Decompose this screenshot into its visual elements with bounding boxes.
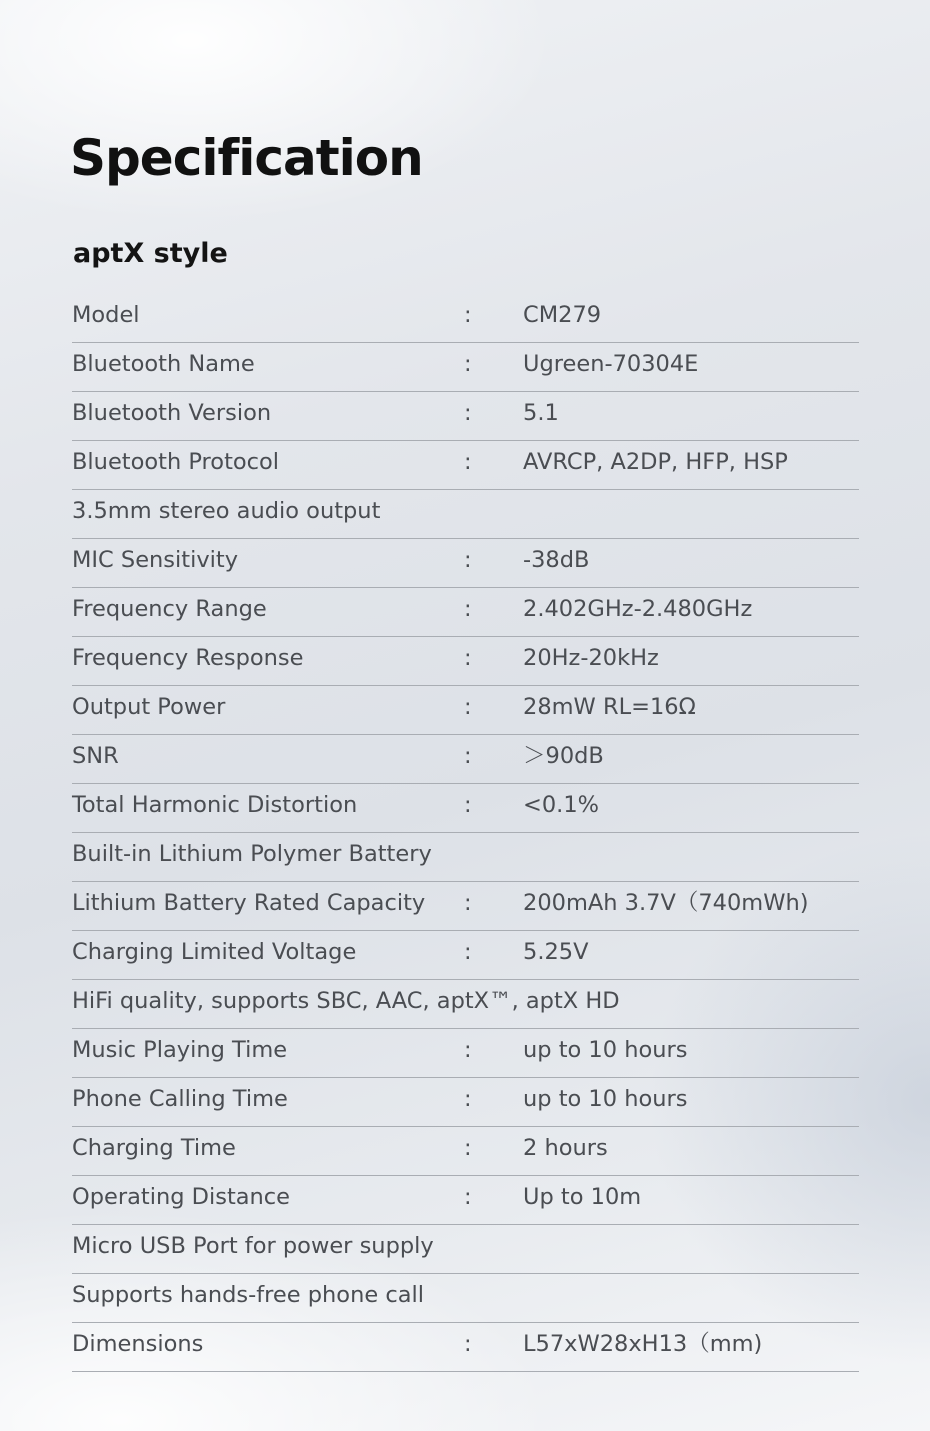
spec-label: MIC Sensitivity — [72, 547, 239, 573]
spec-value: up to 10 hours — [523, 1037, 688, 1063]
spec-label: SNR — [72, 743, 119, 769]
spec-row-hands-free — [72, 1274, 859, 1323]
spec-row-usb-port — [72, 1225, 859, 1274]
spec-value: 5.25V — [523, 939, 589, 965]
spec-label: Micro USB Port for power supply — [72, 1233, 434, 1259]
spec-label: Music Playing Time — [72, 1037, 288, 1063]
spec-row-operating-distance — [72, 1176, 859, 1225]
spec-separator: : — [464, 890, 472, 916]
spec-value: Ugreen-70304E — [523, 351, 699, 377]
spec-value: AVRCP, A2DP, HFP, HSP — [523, 449, 788, 475]
spec-row-snr — [72, 735, 859, 784]
spec-value: 5.1 — [523, 400, 559, 426]
spec-separator: : — [464, 449, 472, 475]
page-title: Specification — [70, 129, 423, 187]
spec-row-frequency-range — [72, 588, 859, 637]
spec-row-model — [72, 294, 859, 343]
spec-row-mic-sensitivity — [72, 539, 859, 588]
spec-row-charging-voltage — [72, 931, 859, 980]
spec-label: Total Harmonic Distortion — [72, 792, 358, 818]
spec-separator: : — [464, 939, 472, 965]
spec-value: CM279 — [523, 302, 602, 328]
spec-row-output-power — [72, 686, 859, 735]
spec-value: 28mW RL=16Ω — [523, 694, 696, 720]
spec-table — [72, 294, 859, 1372]
spec-label: Phone Calling Time — [72, 1086, 288, 1112]
spec-separator: : — [464, 351, 472, 377]
spec-separator: : — [464, 694, 472, 720]
spec-label: Lithium Battery Rated Capacity — [72, 890, 426, 916]
spec-row-thd — [72, 784, 859, 833]
spec-label: Bluetooth Protocol — [72, 449, 280, 475]
spec-value: 2 hours — [523, 1135, 608, 1161]
spec-row-frequency-response — [72, 637, 859, 686]
spec-label: Charging Limited Voltage — [72, 939, 357, 965]
spec-value: ＞90dB — [523, 743, 604, 769]
spec-row-battery-type — [72, 833, 859, 882]
spec-label: Output Power — [72, 694, 226, 720]
spec-label: Supports hands-free phone call — [72, 1282, 424, 1308]
spec-separator: : — [464, 400, 472, 426]
spec-label: Operating Distance — [72, 1184, 291, 1210]
section-subtitle: aptX style — [73, 238, 228, 269]
spec-label: Frequency Range — [72, 596, 267, 622]
spec-value: <0.1% — [523, 792, 600, 818]
spec-value: 2.402GHz-2.480GHz — [523, 596, 753, 622]
spec-separator: : — [464, 792, 472, 818]
spec-row-dimensions — [72, 1323, 859, 1372]
spec-separator: : — [464, 302, 472, 328]
spec-row-bluetooth-protocol — [72, 441, 859, 490]
spec-value: 200mAh 3.7V（740mWh) — [523, 890, 809, 916]
spec-row-bluetooth-name — [72, 343, 859, 392]
spec-label: Dimensions — [72, 1331, 204, 1357]
spec-row-battery-capacity — [72, 882, 859, 931]
spec-separator: : — [464, 1086, 472, 1112]
spec-separator: : — [464, 1184, 472, 1210]
spec-separator: : — [464, 645, 472, 671]
spec-label: Model — [72, 302, 140, 328]
spec-separator: : — [464, 596, 472, 622]
spec-separator: : — [464, 1135, 472, 1161]
spec-value: Up to 10m — [523, 1184, 642, 1210]
spec-value: L57xW28xH13（mm) — [523, 1331, 763, 1357]
spec-label: Bluetooth Version — [72, 400, 272, 426]
spec-value: -38dB — [523, 547, 590, 573]
spec-row-music-time — [72, 1029, 859, 1078]
spec-label: HiFi quality, supports SBC, AAC, aptX™, aptX HD — [72, 988, 620, 1014]
spec-row-calling-time — [72, 1078, 859, 1127]
spec-separator: : — [464, 743, 472, 769]
spec-separator: : — [464, 1037, 472, 1063]
spec-label: Bluetooth Name — [72, 351, 255, 377]
spec-row-bluetooth-version — [72, 392, 859, 441]
spec-label: Frequency Response — [72, 645, 304, 671]
spec-label: Built-in Lithium Polymer Battery — [72, 841, 432, 867]
spec-separator: : — [464, 547, 472, 573]
spec-label: 3.5mm stereo audio output — [72, 498, 381, 524]
spec-row-audio-output — [72, 490, 859, 539]
spec-value: 20Hz-20kHz — [523, 645, 659, 671]
spec-row-codecs — [72, 980, 859, 1029]
spec-value: up to 10 hours — [523, 1086, 688, 1112]
spec-separator: : — [464, 1331, 472, 1357]
spec-label: Charging Time — [72, 1135, 236, 1161]
spec-row-charging-time — [72, 1127, 859, 1176]
